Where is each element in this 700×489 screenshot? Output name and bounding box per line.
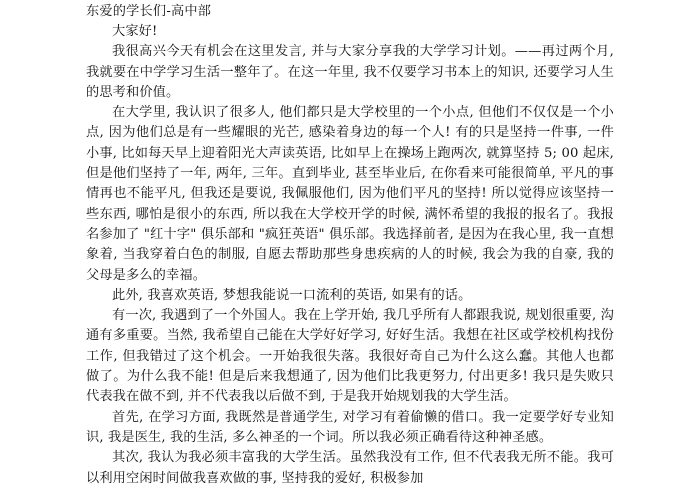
paragraph-3: 此外, 我喜欢英语, 梦想我能说一口流利的英语, 如果有的话。 — [112, 287, 472, 303]
document-title: 东爱的学长们-高中部 — [86, 4, 212, 19]
paragraph-6: 其次, 我认为我必须丰富我的大学生活。虽然我没有工作, 但不代表我无所不能。我可以利用空闲时间做我喜欢做的事, 坚持我的爱好, 积极参加 — [86, 450, 614, 486]
paragraph-1: 我很高兴今天有机会在这里发言, 并与大家分享我的大学学习计划。——再过两个月, 我就要在中学学习生活一整年了。在这一年里, 我不仅要学习书本上的知识, 还要学习人生的思考和价值。 — [86, 44, 614, 100]
paragraph-5: 首先, 在学习方面, 我既然是普通学生, 对学习有着偷懒的借口。我一定要学好专业知识, 我是医生, 我的生活, 多么神圣的一个词。所以我必须正确看待这种神圣感。 — [86, 409, 614, 445]
paragraph-2: 在大学里, 我认识了很多人, 他们都只是大学校里的一个小点, 但他们不仅仅是一个小点, 因为他们总是有一些耀眼的光芒, 感染着身边的每一个人! 有的只是坚持一件事, 一件小事, 比如每天早上迎着阳光大声读英语, 比如早上在操场上跑两次, 就算坚持 5; 00 起床, 但是他们坚持了一年, 两年, 三年。直到毕业, 甚至毕业后, 在你看来可能很简单, 平凡的事情再也不能平凡, 但我还是要说, 我佩服他们, 因为他们平凡的坚持! 所以觉得应该坚持一些东西, 哪怕是很小的东西, 所以我在大学校开学的时候, 满怀希望的我报的报名了。我报名参加了 "红十字" 俱乐部和 "疯狂英语" 俱乐部。我选择前者, 是因为在我心里, 我一直想象着, 当我穿着白色的制服, 自愿去帮助那些身患疾病的人的时候, 我会为我的自豪, 我的父母是多么的幸福。 — [86, 105, 614, 283]
paragraph-4: 有一次, 我遇到了一个外国人。我在上学开始, 我几乎所有人都跟我说, 规划很重要, 沟通有多重要。当然, 我希望自己能在大学好好学习, 好好生活。我想在社区或学校机构找份工作, 但我错过了这个机会。一开始我很失落。我很好奇自己为什么这么蠢。其他人也都做了。为什么我不能! 但是后来我想通了, 因为他们比我更努力, 付出更多! 我只是失败只代表我在做不到, 并不代表我以后做不到, 于是我开始规划我的大学生活。 — [86, 308, 614, 405]
paragraph-greeting: 大家好! — [112, 24, 158, 39]
